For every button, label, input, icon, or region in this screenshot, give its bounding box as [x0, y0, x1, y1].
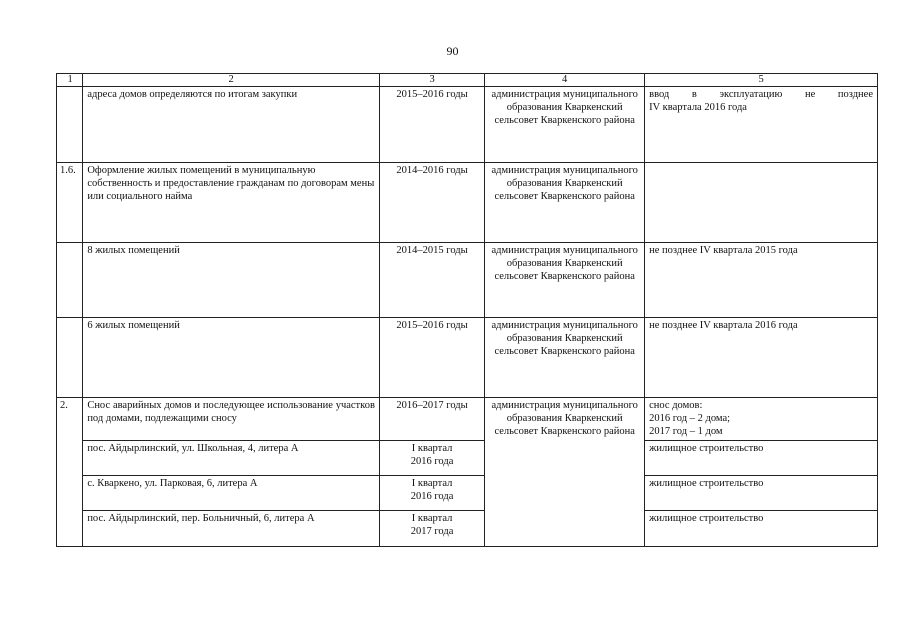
row-title: Снос аварийных домов и последующее использование участков под домами, подлежащими сносу [83, 398, 380, 441]
row-result: не позднее IV квартала 2015 года [645, 243, 878, 318]
row-period-line: 2017 года [410, 526, 454, 537]
row-period-line: I квартал [411, 513, 453, 524]
header-col-2: 2 [83, 74, 380, 87]
row-period-line: 2016 года [410, 456, 454, 467]
row-executor: администрация муниципального образования Кваркенский сельсовет Кваркенского района [485, 243, 645, 318]
row-number [57, 243, 83, 318]
row-period: 2014–2016 годы [379, 163, 484, 243]
row-title: 6 жилых помещений [83, 318, 380, 398]
row-result: жилищное строительство [645, 441, 878, 476]
row-result-line: ввод в эксплуатацию не позднее [649, 89, 873, 100]
row-period [379, 441, 484, 476]
row-executor: администрация муниципального образования Кваркенский сельсовет Кваркенского района [485, 318, 645, 398]
row-result: не позднее IV квартала 2016 года [645, 318, 878, 398]
program-table [56, 73, 878, 547]
table-header-row [57, 74, 878, 87]
table-row [57, 318, 878, 398]
row-period [379, 476, 484, 511]
row-executor: администрация муниципального образования Кваркенский сельсовет Кваркенского района [485, 398, 645, 547]
row-title: пос. Айдырлинский, пер. Больничный, 6, литера А [83, 511, 380, 547]
header-col-5: 5 [645, 74, 878, 87]
table-row [57, 87, 878, 163]
row-result-line: снос домов: [649, 400, 703, 411]
row-title: пос. Айдырлинский, ул. Школьная, 4, литера А [83, 441, 380, 476]
row-result-line: 2017 год – 1 дом [649, 426, 723, 437]
row-result-line: IV квартала 2016 года [649, 102, 747, 113]
row-result [645, 398, 878, 441]
table-row [57, 398, 878, 441]
table-row [57, 163, 878, 243]
page-number: 90 [446, 44, 459, 58]
row-title: Оформление жилых помещений в муниципальную собственность и предоставление гражданам по договорам мены или социального найма [83, 163, 380, 243]
row-period: 2014–2015 годы [379, 243, 484, 318]
table-row [57, 243, 878, 318]
row-number [57, 87, 83, 163]
row-result [645, 163, 878, 243]
row-result: жилищное строительство [645, 511, 878, 547]
row-executor: администрация муниципального образования Кваркенский сельсовет Кваркенского района [485, 163, 645, 243]
header-col-1: 1 [57, 74, 83, 87]
row-result [645, 87, 878, 163]
row-result-line: 2016 год – 2 дома; [649, 413, 731, 424]
row-executor: администрация муниципального образования Кваркенский сельсовет Кваркенского района [485, 87, 645, 163]
row-period-line: I квартал [411, 443, 453, 454]
row-period: 2015–2016 годы [379, 87, 484, 163]
table-row [57, 441, 878, 476]
row-period: 2015–2016 годы [379, 318, 484, 398]
header-col-3: 3 [379, 74, 484, 87]
row-number: 1.6. [57, 163, 83, 243]
header-col-4: 4 [485, 74, 645, 87]
table-row [57, 511, 878, 547]
table-row [57, 476, 878, 511]
row-period-line: I квартал [411, 478, 453, 489]
row-number: 2. [57, 398, 83, 547]
row-result: жилищное строительство [645, 476, 878, 511]
row-period: 2016–2017 годы [379, 398, 484, 441]
row-title: адреса домов определяются по итогам закупки [83, 87, 380, 163]
row-period [379, 511, 484, 547]
row-title: с. Кваркено, ул. Парковая, 6, литера А [83, 476, 380, 511]
row-title: 8 жилых помещений [83, 243, 380, 318]
row-number [57, 318, 83, 398]
row-period-line: 2016 года [410, 491, 454, 502]
